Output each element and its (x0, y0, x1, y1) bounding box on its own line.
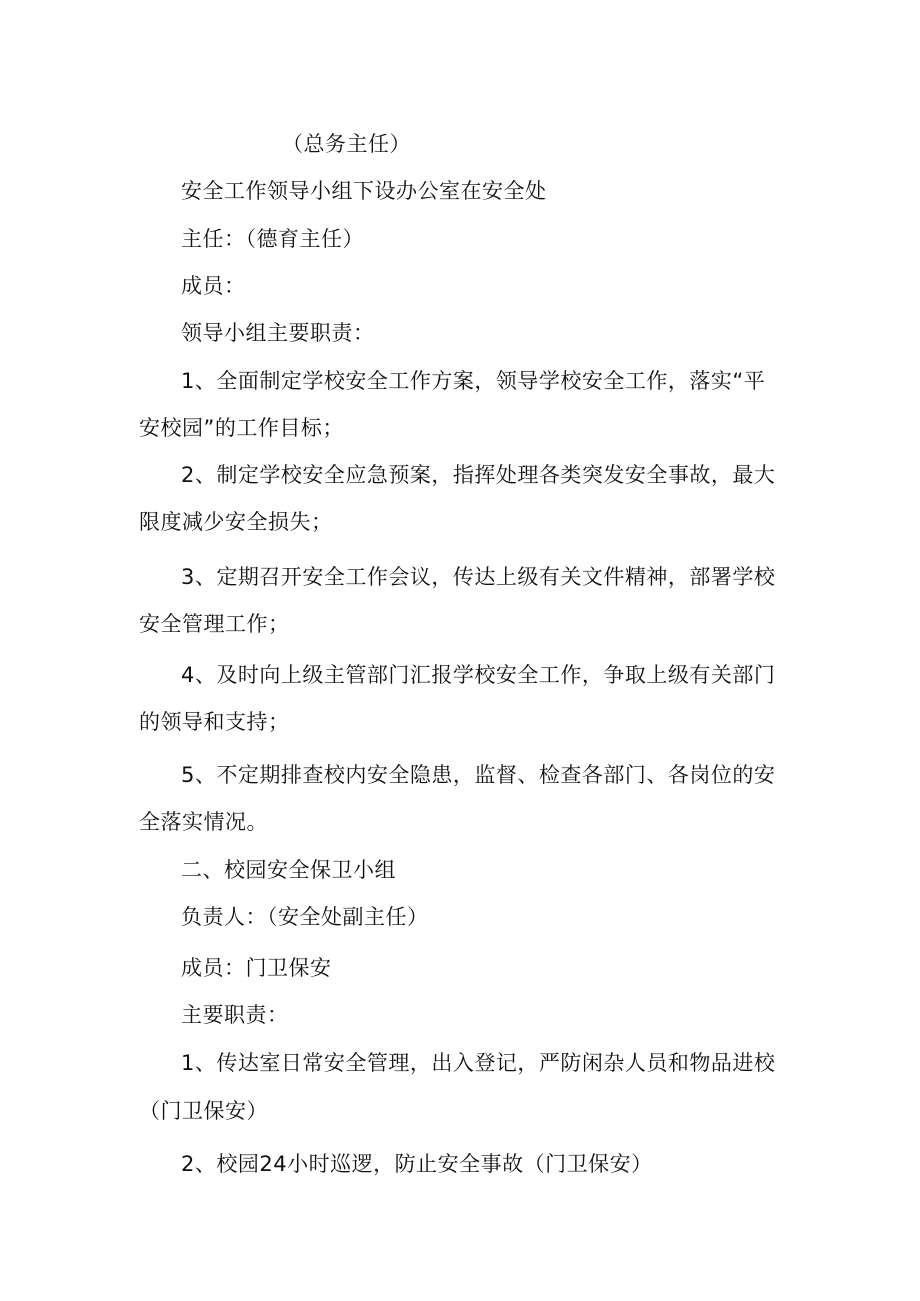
text-line: 领导小组主要职责： (181, 321, 375, 345)
text-line: （门卫保安） (139, 1099, 268, 1123)
text-line: 3、定期召开安全工作会议，传达上级有关文件精神，部署学校 (181, 565, 776, 589)
text-line: 1、传达室日常安全管理，出入登记，严防闲杂人员和物品进校 (181, 1051, 776, 1075)
text-line: 主任：（德育主任） (181, 227, 364, 251)
text-line: 5、不定期排查校内安全隐患，监督、检查各部门、各岗位的安 (181, 763, 776, 787)
text-line: 主要职责： (181, 1003, 289, 1027)
text-line: 二、校园安全保卫小组 (181, 858, 396, 882)
text-line: 限度减少安全损失； (139, 510, 333, 534)
text-line: 2、校园24小时巡逻，防止安全事故（门卫保安） (181, 1152, 653, 1176)
text-line: 1、全面制定学校安全工作方案，领导学校安全工作，落实“平 (181, 369, 766, 393)
text-line: （总务主任） (282, 132, 411, 156)
text-line: 的领导和支持； (139, 710, 290, 734)
text-line: 2、制定学校安全应急预案，指挥处理各类突发安全事故，最大 (181, 463, 776, 487)
text-line: 全落实情况。 (139, 810, 268, 834)
text-line: 安全工作领导小组下设办公室在安全处 (181, 179, 547, 203)
text-line: 安全管理工作； (139, 612, 290, 636)
text-line: 成员：门卫保安 (181, 956, 332, 980)
text-line: 成员： (181, 274, 246, 298)
text-line: 4、及时向上级主管部门汇报学校安全工作，争取上级有关部门 (181, 663, 776, 687)
text-line: 安校园”的工作目标； (139, 416, 344, 440)
text-line: 负责人：（安全处副主任） (181, 905, 429, 929)
